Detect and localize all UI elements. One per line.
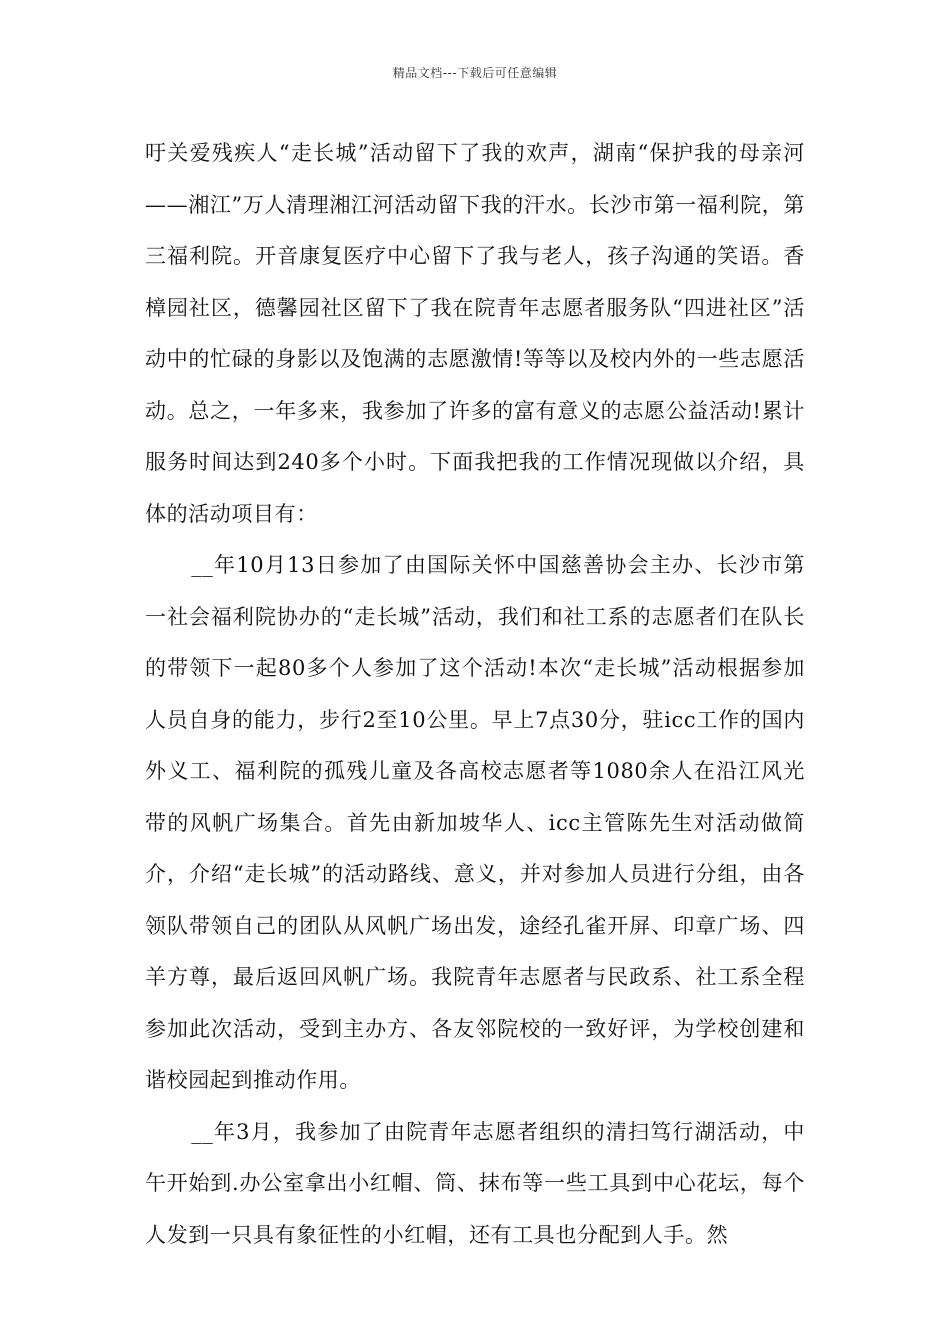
paragraph: __年3月，我参加了由院青年志愿者组织的清扫笃行湖活动，中午开始到.办公室拿出小红帽、筒、抹布等一些工具到中心花坛，每个人发到一只具有象征性的小红帽，还有工具也分配到人手。然: [145, 1119, 805, 1247]
document-body: [145, 128, 805, 1261]
page-header: 精品文档---下载后可任意编辑: [392, 66, 558, 80]
paragraph: __年10月13日参加了由国际关怀中国慈善协会主办、长沙市第一社会福利院协办的“走长城”活动，我们和社工系的志愿者们在队长的带领下一起80多个人参加了这个活动!本次“走长城”活动根据参加人员自身的能力，步行2至10公里。早上7点30分，驻icc工作的国内外义工、福利院的孤残儿童及各高校志愿者等1080余人在沿江风光带的风帆广场集合。首先由新加坡华人、icc主管陈先生对活动做简介，介绍“走长城”的活动路线、意义，并对参加人员进行分组，由各领队带领自己的团队从风帆广场出发，途经孔雀开屏、印章广场、四羊方尊，最后返回风帆广场。我院青年志愿者与民政系、社工系全程参加此次活动，受到主办方、各友邻院校的一致好评，为学校创建和谐校园起到推动作用。: [145, 553, 805, 1092]
paragraph: 吁关爱残疾人“走长城”活动留下了我的欢声，湖南“保护我的母亲河——湘江”万人清理湘江河活动留下我的汗水。长沙市第一福利院，第三福利院。开音康复医疗中心留下了我与老人，孩子沟通的笑语。香樟园社区，德馨园社区留下了我在院青年志愿者服务队“四进社区”活动中的忙碌的身影以及饱满的志愿激情!等等以及校内外的一些志愿活动。总之，一年多来，我参加了许多的富有意义的志愿公益活动!累计服务时间达到240多个小时。下面我把我的工作情况现做以介绍，具体的活动项目有：: [145, 141, 805, 526]
